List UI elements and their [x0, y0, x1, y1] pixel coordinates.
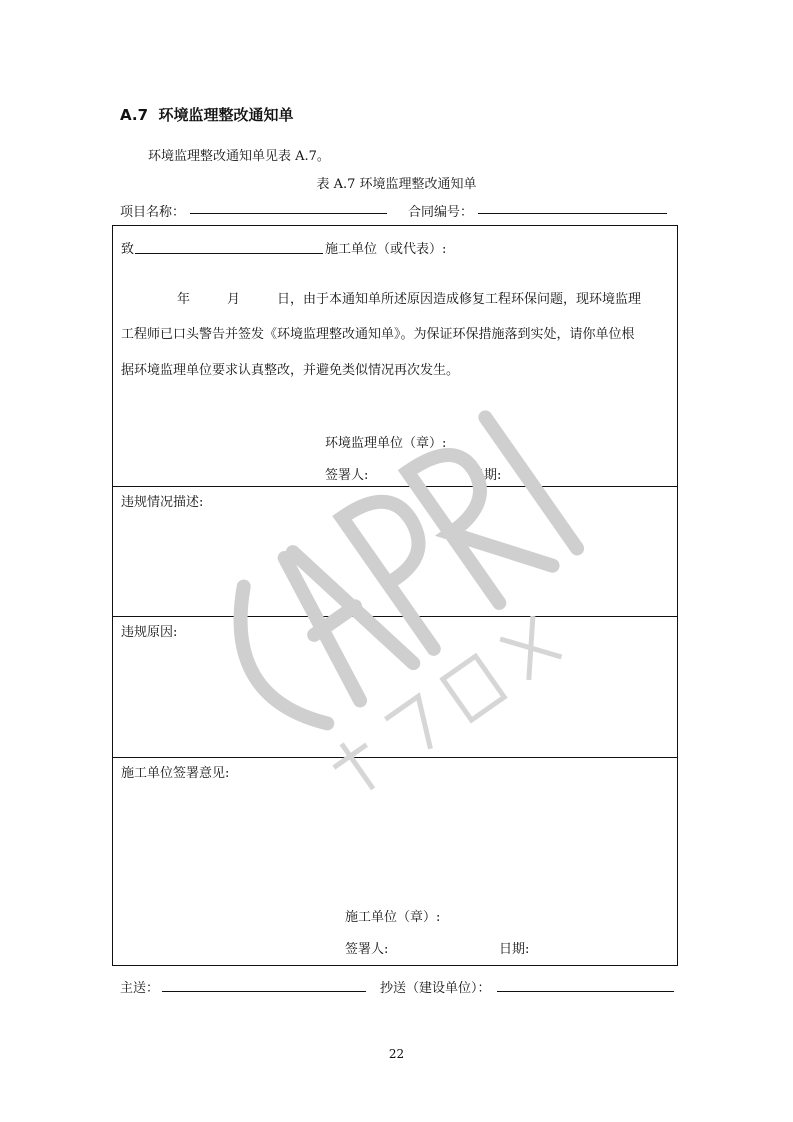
- contractor-opinion-label: 施工单位签署意见:: [121, 766, 230, 781]
- main-send-field[interactable]: [162, 991, 366, 992]
- notice-form-table: [112, 225, 678, 966]
- year-label: 年: [177, 292, 191, 307]
- section-title: 环境监理整改通知单: [158, 106, 294, 124]
- to-prefix: 致: [121, 242, 135, 257]
- table-caption: 表 A.7 环境监理整改通知单: [316, 177, 477, 192]
- project-name-field[interactable]: [190, 213, 387, 214]
- month-label: 月: [227, 292, 241, 307]
- contractor-unit-seal: 施工单位（章）:: [345, 910, 441, 925]
- violation-desc-cell[interactable]: [113, 487, 678, 617]
- project-name-label: 项目名称：: [120, 205, 186, 220]
- notice-line-2: 工程师已口头警告并签发《环境监理整改通知单》。为保证环保措施落到实处，请你单位根: [121, 327, 635, 342]
- violation-desc-label: 违规情况描述:: [121, 495, 204, 510]
- section-number: A.7: [120, 106, 149, 124]
- section-heading: [120, 104, 294, 125]
- page-number: 22: [388, 1047, 405, 1061]
- supervisor-signer: 签署人:: [325, 468, 369, 483]
- main-send-label: 主送：: [120, 981, 160, 996]
- contractor-opinion-cell[interactable]: [113, 758, 678, 966]
- contractor-signer: 签署人:: [345, 942, 389, 957]
- notice-cell: [113, 226, 678, 487]
- supervisor-unit-seal: 环境监理单位（章）:: [325, 436, 447, 451]
- notice-line-1: 日，由于本通知单所述原因造成修复工程环保问题，现环境监理: [277, 292, 642, 307]
- contractor-date: 日期:: [499, 942, 530, 957]
- contract-number-field[interactable]: [478, 213, 667, 214]
- violation-reason-cell[interactable]: [113, 617, 678, 758]
- violation-reason-label: 违规原因:: [121, 625, 178, 640]
- notice-line-3: 据环境监理单位要求认真整改，并避免类似情况再次发生。: [121, 363, 460, 378]
- intro-text: 环境监理整改通知单见表 A.7。: [148, 149, 330, 164]
- supervisor-date: 日期:: [471, 468, 502, 483]
- cc-field[interactable]: [497, 991, 674, 992]
- to-recipient-field[interactable]: [135, 253, 323, 254]
- cc-label: 抄送（建设单位）：: [380, 981, 491, 996]
- to-suffix: 施工单位（或代表）:: [325, 242, 447, 257]
- contract-number-label: 合同编号：: [408, 205, 474, 220]
